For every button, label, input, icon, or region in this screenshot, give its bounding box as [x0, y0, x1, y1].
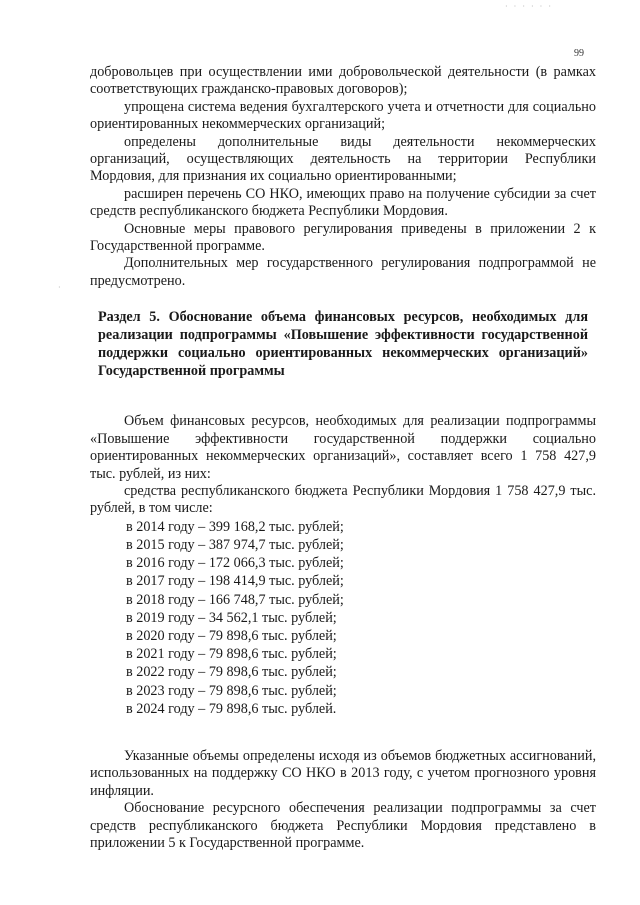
scan-artifact: · — [58, 283, 61, 292]
paragraph: добровольцев при осуществлении ими добровольческой деятельности (в рамках соответствующих гражданско-правовых договоров); — [90, 64, 596, 98]
paragraph: Указанные объемы определены исходя из объемов бюджетных ассигнований, использованных на поддержку СО НКО в 2013 году, с учетом прогнозного уровня инфляции. — [90, 747, 596, 799]
section-heading: Раздел 5. Обоснование объема финансовых ресурсов, необходимых для реализации подпрограммы «Повышение эффективности государственной поддержки социально ориентированных некоммерческих организаций» Государственной программы — [98, 309, 588, 380]
paragraph: средства республиканского бюджета Республики Мордовия 1 758 427,9 тыс. рублей, в том числе: — [90, 482, 596, 517]
list-item: в 2017 году – 198 414,9 тыс. рублей; — [126, 573, 344, 590]
paragraph: определены дополнительные виды деятельности некоммерческих организаций, осуществляющих деятельность на территории Республики Мордовия, для признания их социально ориентированными; — [90, 133, 596, 185]
paragraph: Дополнительных мер государственного регулирования подпрограммой не предусмотрено. — [90, 255, 596, 289]
scan-artifact: · · · · · · — [505, 2, 553, 11]
list-item: в 2024 году – 79 898,6 тыс. рублей. — [126, 700, 337, 717]
list-item: в 2021 году – 79 898,6 тыс. рублей; — [126, 646, 337, 663]
paragraph: Объем финансовых ресурсов, необходимых для реализации подпрограммы «Повышение эффективности государственной поддержки социально ориентированных некоммерческих организаций», составляет всего 1 758 427,9 тыс. рублей, из них: — [90, 413, 596, 482]
paragraph: Обоснование ресурсного обеспечения реализации подпрограммы за счет средств республиканского бюджета Республики Мордовия представлено в приложении 5 к Государственной программе. — [90, 800, 596, 851]
document-body — [90, 64, 596, 852]
list-item: в 2014 году – 399 168,2 тыс. рублей; — [126, 518, 344, 535]
yearly-amounts-list — [90, 518, 596, 718]
list-item: в 2016 году – 172 066,3 тыс. рублей; — [126, 555, 344, 572]
paragraph: Основные меры правового регулирования приведены в приложении 2 к Государственной программе. — [90, 220, 596, 255]
list-item: в 2015 году – 387 974,7 тыс. рублей; — [126, 536, 344, 553]
paragraph: расширен перечень СО НКО, имеющих право на получение субсидии за счет средств республиканского бюджета Республики Мордовия. — [90, 185, 596, 220]
list-item: в 2019 году – 34 562,1 тыс. рублей; — [126, 609, 337, 626]
list-item: в 2020 году – 79 898,6 тыс. рублей; — [126, 627, 337, 644]
page-number: 99 — [574, 48, 584, 59]
list-item: в 2023 году – 79 898,6 тыс. рублей; — [126, 682, 337, 699]
paragraph: упрощена система ведения бухгалтерского учета и отчетности для социально ориентированных некоммерческих организаций; — [90, 98, 596, 133]
list-item: в 2022 году – 79 898,6 тыс. рублей; — [126, 664, 337, 681]
list-item: в 2018 году – 166 748,7 тыс. рублей; — [126, 591, 344, 608]
